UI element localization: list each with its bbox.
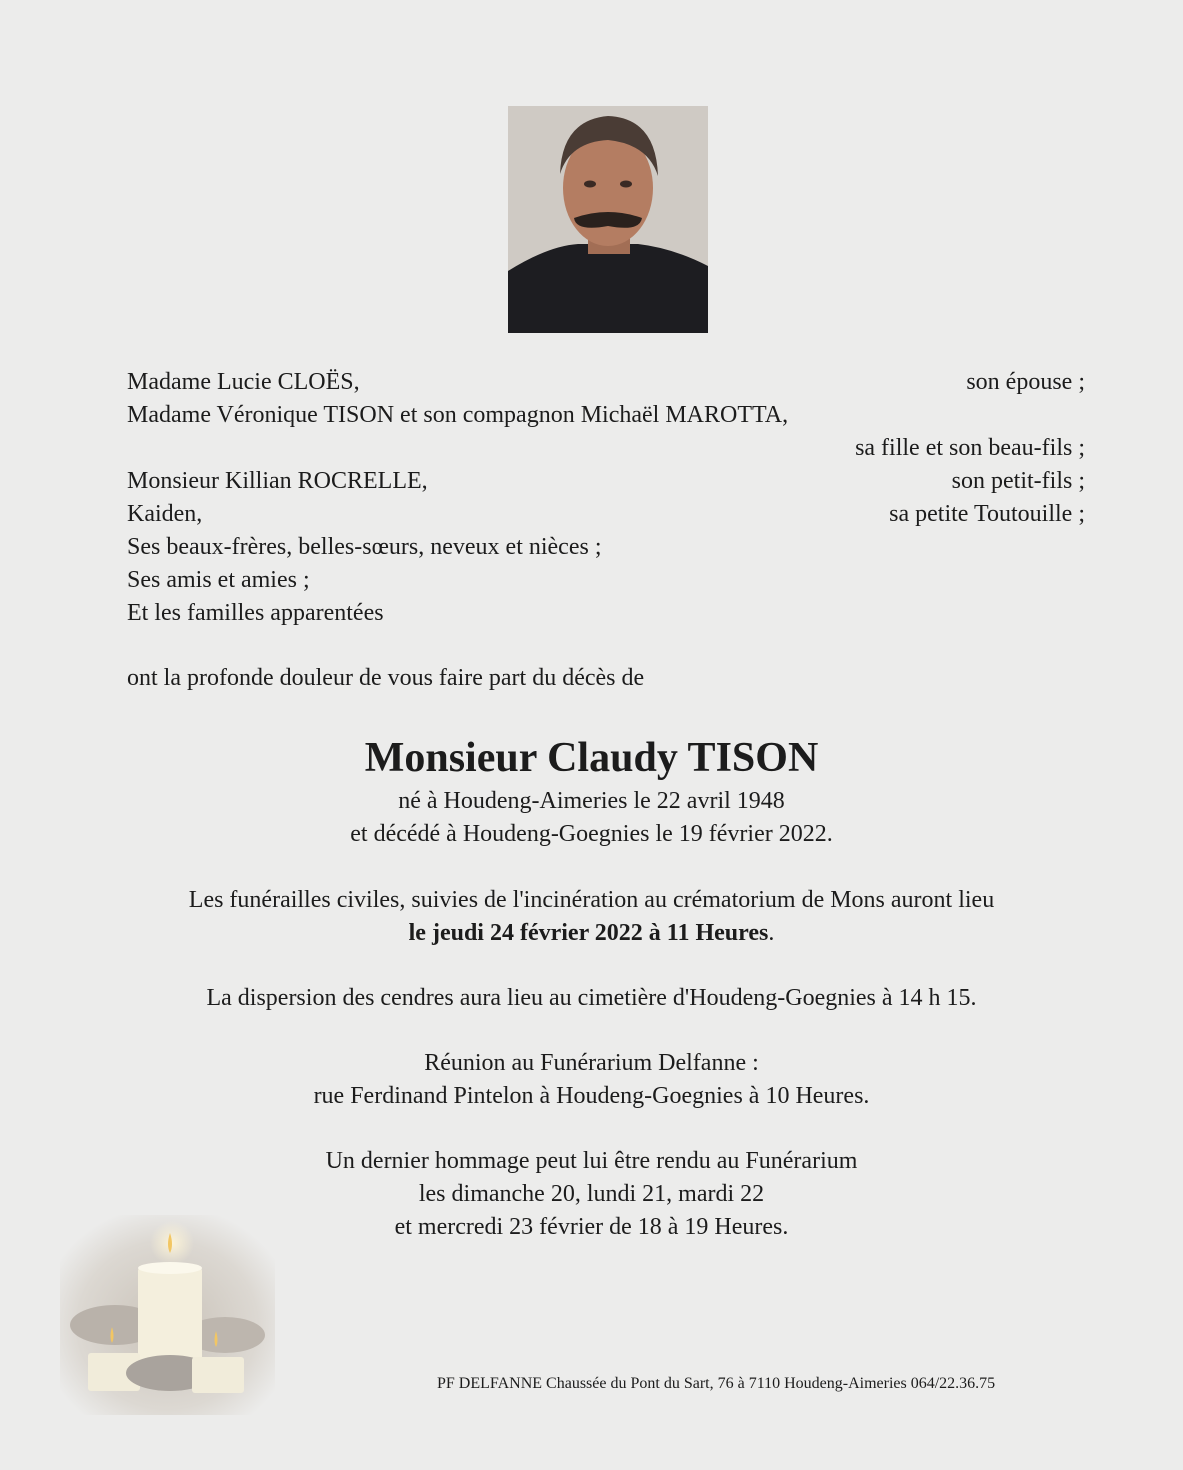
reunion-title: Réunion au Funérarium Delfanne : <box>424 1050 759 1076</box>
candles-image <box>60 1215 275 1415</box>
family-member: Madame Lucie CLOËS, <box>127 369 360 395</box>
family-line <box>127 366 1085 399</box>
family-member: Kaiden, <box>127 501 203 527</box>
family-line <box>127 432 1085 465</box>
family-relation: sa fille et son beau-fils ; <box>855 435 1085 461</box>
funeral-text: Les funérailles civiles, suivies de l'incinération au crématorium de Mons auront lieu <box>188 887 995 913</box>
birth-line: né à Houdeng-Aimeries le 22 avril 1948 <box>398 788 785 814</box>
family-line <box>127 597 1085 630</box>
hommage-line-1: Un dernier hommage peut lui être rendu au Funérarium <box>325 1148 858 1174</box>
family-line <box>127 531 1085 564</box>
family-line <box>127 498 1085 531</box>
family-line <box>127 465 1085 498</box>
family-relation: son épouse ; <box>966 369 1085 395</box>
announcement-text: ont la profonde douleur de vous faire part du décès de <box>127 665 645 691</box>
death-line: et décédé à Houdeng-Goegnies le 19 février 2022. <box>350 821 833 847</box>
family-relation: son petit-fils ; <box>951 468 1085 494</box>
reunion-address: rue Ferdinand Pintelon à Houdeng-Goegnies à 10 Heures. <box>313 1083 870 1109</box>
funeral-home-footer: PF DELFANNE Chaussée du Pont du Sart, 76 à 7110 Houdeng-Aimeries 064/22.36.75 <box>437 1375 996 1392</box>
family-line <box>127 564 1085 597</box>
funeral-date-bold: le jeudi 24 février 2022 à 11 Heures <box>408 920 769 946</box>
funeral-date <box>0 917 1183 950</box>
family-member: Ses beaux-frères, belles-sœurs, neveux et nièces ; <box>127 534 602 560</box>
dispersion-text: La dispersion des cendres aura lieu au cimetière d'Houdeng-Goegnies à 14 h 15. <box>206 985 977 1011</box>
family-list <box>127 366 1085 630</box>
portrait-photo <box>508 106 708 333</box>
family-member: Madame Véronique TISON et son compagnon Michaël MAROTTA, <box>127 402 789 428</box>
family-member: Et les familles apparentées <box>127 600 384 626</box>
family-line <box>127 399 1085 432</box>
family-member: Monsieur Killian ROCRELLE, <box>127 468 428 494</box>
funeral-date-end: . <box>768 920 775 946</box>
candles-icon <box>60 1215 275 1415</box>
portrait-illustration <box>508 106 708 333</box>
family-relation: sa petite Toutouille ; <box>889 501 1085 527</box>
hommage-line-3: et mercredi 23 février de 18 à 19 Heures. <box>394 1214 789 1240</box>
deceased-name: Monsieur Claudy TISON <box>364 735 819 781</box>
family-member: Ses amis et amies ; <box>127 567 310 593</box>
hommage-line-2: les dimanche 20, lundi 21, mardi 22 <box>418 1181 765 1207</box>
